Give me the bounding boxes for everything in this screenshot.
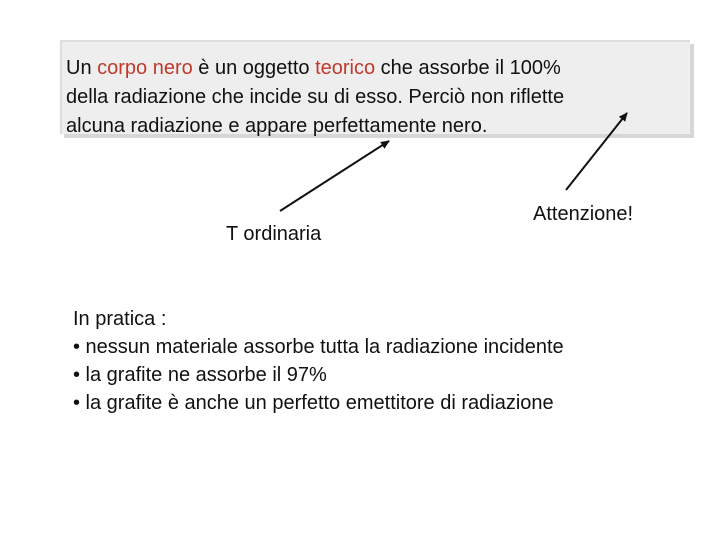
definition-line-3: alcuna radiazione e appare perfettamente nero. <box>66 115 488 137</box>
practice-bullet: • la grafite ne assorbe il 97% <box>73 364 327 386</box>
definition-text-part: Un <box>66 57 98 79</box>
highlight-teorico: teorico <box>315 57 376 79</box>
practice-bullet: • nessun materiale assorbe tutta la radiazione incidente <box>73 336 564 358</box>
practice-section <box>73 305 703 417</box>
highlight-corpo-nero: corpo nero <box>97 57 193 79</box>
practice-bullet: • la grafite è anche un perfetto emettitore di radiazione <box>73 392 554 414</box>
label-t-ordinaria: T ordinaria <box>226 223 322 245</box>
practice-heading: In pratica : <box>73 308 167 330</box>
arrow-to-riflette <box>566 113 627 190</box>
definition-text-part: è un oggetto <box>192 57 316 79</box>
arrow-to-nero <box>280 141 389 211</box>
definition-line-2: della radiazione che incide su di esso. Perciò non riflette <box>66 86 565 108</box>
definition-text-part: che assorbe il 100% <box>375 57 561 79</box>
label-attenzione: Attenzione! <box>533 203 634 225</box>
